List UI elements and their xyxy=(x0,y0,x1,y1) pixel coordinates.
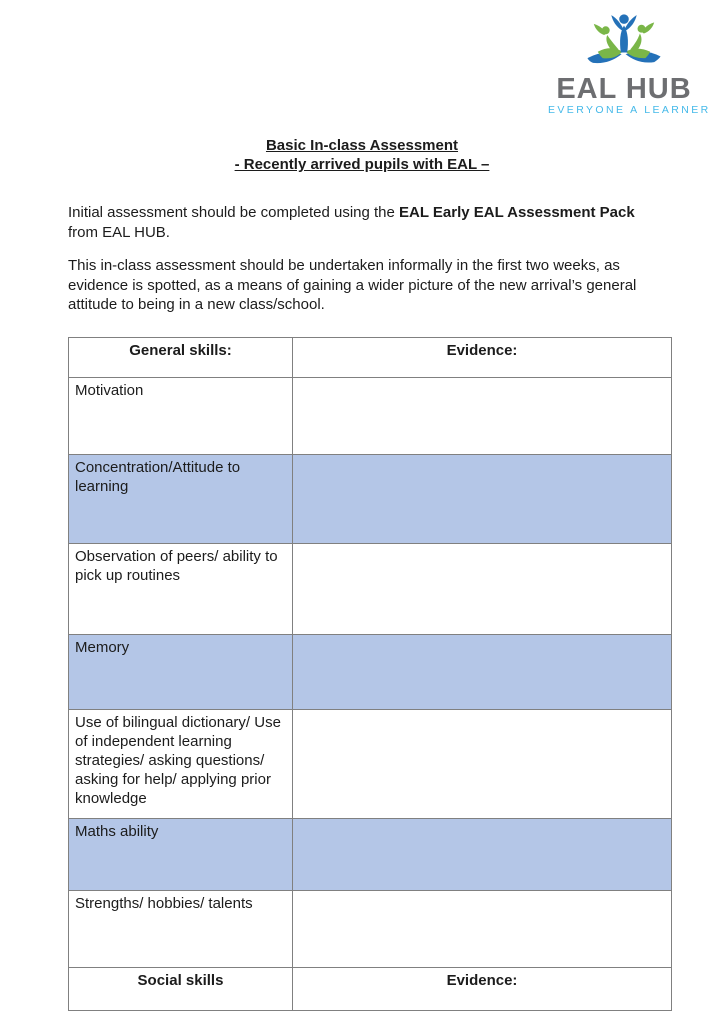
logo-title: EAL HUB xyxy=(556,73,692,105)
evidence-cell[interactable] xyxy=(293,378,672,455)
intro-paragraph-2: This in-class assessment should be undertaken informally in the first two weeks, as evidence is spotted, as a means of gaining a wider picture of the new arrival’s general attitude to being in a new class/school. xyxy=(68,257,637,313)
evidence-footer-header: Evidence: xyxy=(293,968,672,1011)
evidence-cell[interactable] xyxy=(293,819,672,891)
evidence-cell[interactable] xyxy=(293,455,672,544)
title-line-1: Basic In-class Assessment xyxy=(265,137,459,154)
skill-cell: Motivation xyxy=(69,378,293,455)
skill-cell: Memory xyxy=(69,635,293,710)
skill-cell: Strengths/ hobbies/ talents xyxy=(69,891,293,968)
intro-p1-text-before: Initial assessment should be completed using the xyxy=(68,204,400,221)
table-row-memory xyxy=(69,635,672,710)
skill-cell: Maths ability xyxy=(69,819,293,891)
eal-hub-logo xyxy=(548,12,711,117)
evidence-cell[interactable] xyxy=(293,544,672,635)
document-title xyxy=(0,136,724,174)
table-header-row xyxy=(69,338,672,378)
evidence-cell[interactable] xyxy=(293,635,672,710)
skill-cell: Concentration/Attitude to learning xyxy=(69,455,293,544)
assessment-table xyxy=(68,337,672,1011)
table-row-maths xyxy=(69,819,672,891)
title-line-2: - Recently arrived pupils with EAL – xyxy=(234,156,490,173)
table-row-dictionary xyxy=(69,710,672,819)
skill-cell: Observation of peers/ ability to pick up routines xyxy=(69,544,293,635)
intro-p1-text-after: from EAL HUB. xyxy=(68,223,170,241)
table-row-concentration xyxy=(69,455,672,544)
eal-hub-logo-icon xyxy=(583,12,665,74)
table-row-strengths xyxy=(69,891,672,968)
skill-cell: Use of bilingual dictionary/ Use of independent learning strategies/ asking questions/ asking for help/ applying prior knowledge xyxy=(69,710,293,819)
general-skills-header: General skills: xyxy=(69,338,293,378)
table-footer-header-row xyxy=(69,968,672,1011)
table-row-motivation xyxy=(69,378,672,455)
evidence-header: Evidence: xyxy=(293,338,672,378)
intro-paragraph-1 xyxy=(68,203,660,242)
evidence-cell[interactable] xyxy=(293,710,672,819)
logo-tagline: EVERYONE A LEARNER xyxy=(548,104,711,116)
intro-p1-bold-text: EAL Early EAL Assessment Pack xyxy=(399,204,635,221)
table-row-observation xyxy=(69,544,672,635)
social-skills-header: Social skills xyxy=(69,968,293,1011)
evidence-cell[interactable] xyxy=(293,891,672,968)
